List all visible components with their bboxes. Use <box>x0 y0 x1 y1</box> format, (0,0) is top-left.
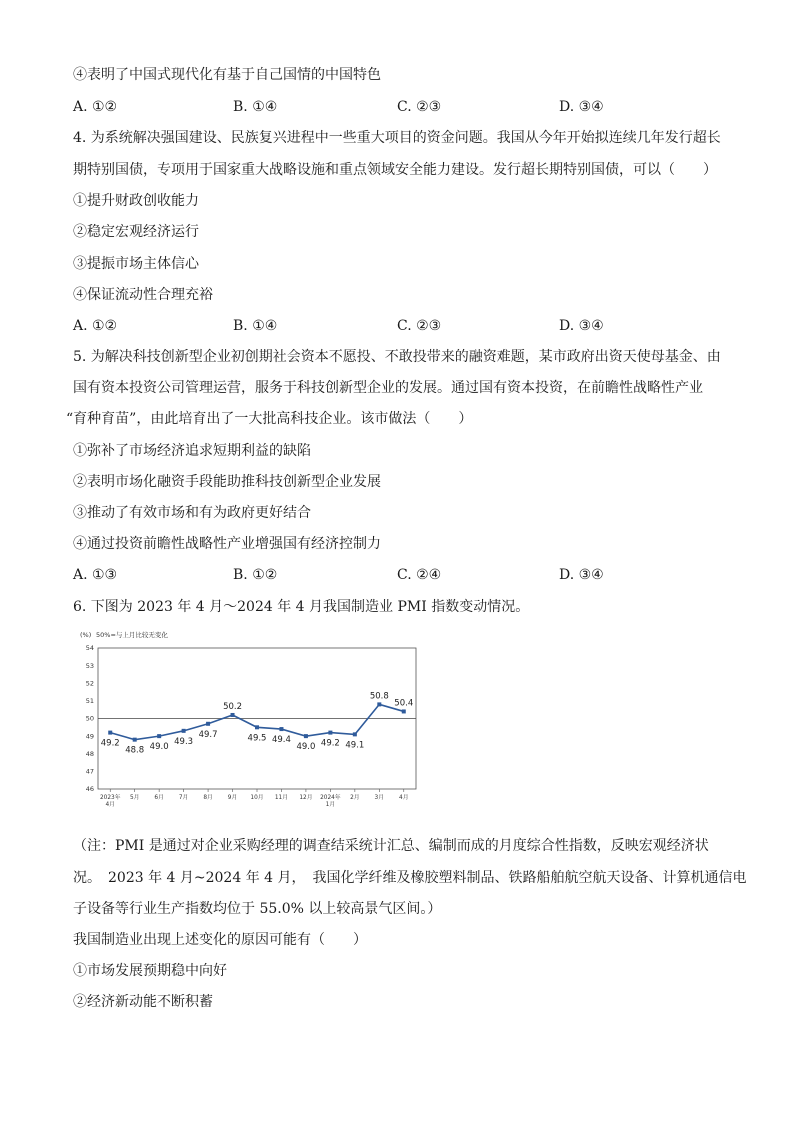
q3-option-d[interactable]: D. ③④ <box>559 99 604 115</box>
pmi-point <box>328 731 332 735</box>
q3-option-b[interactable]: B. ①④ <box>233 99 278 115</box>
pmi-point <box>255 725 259 729</box>
q5-item-2: ②表明市场化融资手段能助推科技创新型企业发展 <box>73 474 381 490</box>
x-tick-label: 12月 <box>299 795 313 801</box>
q5-item-1: ①弥补了市场经济追求短期利益的缺陷 <box>73 443 311 459</box>
q5-option-c[interactable]: C. ②④ <box>397 567 442 583</box>
y-tick-label: 51 <box>85 697 94 706</box>
pmi-point <box>402 709 406 713</box>
x-axis <box>100 789 409 808</box>
x-tick-label: 11月 <box>274 795 289 801</box>
x-tick-label: 1月 <box>325 802 336 808</box>
pmi-point <box>279 727 283 731</box>
q4-stem-line-1: 4. 为系统解决强国建设、民族复兴进程中一些重大项目的资金问题。我国从今年开始拟连续几年发行超长 <box>73 130 721 146</box>
q6-note-line-2: 况。 2023 年 4 月~2024 年 4 月， 我国化学纤维及橡胶塑料制品、铁路船舶航空航天设备、计算机通信电 <box>73 870 747 886</box>
x-tick-label: 7月 <box>178 795 189 801</box>
pmi-data-label: 50.4 <box>394 698 414 709</box>
q5-item-4: ④通过投资前瞻性战略性产业增强国有经济控制力 <box>73 536 381 552</box>
y-tick-label: 48 <box>85 749 94 758</box>
y-tick-label: 52 <box>85 679 94 688</box>
pmi-point <box>377 702 381 706</box>
q3-option-a[interactable]: A. ①② <box>73 99 118 115</box>
y-tick-label: 46 <box>85 785 94 794</box>
pmi-point <box>108 731 112 735</box>
y-tick-label: 49 <box>85 732 94 741</box>
pmi-point <box>133 738 137 742</box>
pmi-point <box>182 729 186 733</box>
q4-item-2: ②稳定宏观经济运行 <box>73 224 199 240</box>
x-tick-label: 10月 <box>250 795 264 801</box>
y-axis <box>86 644 94 793</box>
pmi-data-label: 49.0 <box>296 742 316 753</box>
q3-options <box>73 97 713 117</box>
pmi-data-label: 49.2 <box>320 738 340 749</box>
q6-stem: 6. 下图为 2023 年 4 月～2024 年 4 月我国制造业 PMI 指数变动情况。 <box>73 599 530 615</box>
pmi-data-label: 49.7 <box>198 729 218 740</box>
q5-stem-line-3: “育种育苗”，由此培育出了一大批高科技企业。该市做法（ ） <box>66 411 473 427</box>
x-tick-label: 9月 <box>227 795 238 801</box>
x-tick-label: 8月 <box>203 795 213 801</box>
q6-note-line-1: （注：PMI 是通过对企业采购经理的调查结采统计汇总、编制而成的月度综合性指数，反映宏观经济状 <box>73 838 709 854</box>
q4-item-3: ③提振市场主体信心 <box>73 256 199 272</box>
x-tick-label: 2024年 <box>320 795 341 801</box>
x-tick-label: 2月 <box>350 795 360 801</box>
q4-option-a[interactable]: A. ①② <box>73 318 118 334</box>
q5-option-b[interactable]: B. ①② <box>233 567 278 583</box>
q6-item-1: ①市场发展预期稳中向好 <box>73 963 227 979</box>
pmi-point <box>157 734 161 738</box>
pmi-data-label: 49.2 <box>100 738 120 749</box>
q6-note-line-3: 子设备等行业生产指数均位于 55.0% 以上较高景气区间。） <box>73 901 442 917</box>
y-tick-label: 50 <box>85 714 94 723</box>
chart-legend: 50%=与上月比较无变化 <box>96 631 168 639</box>
pmi-data-label: 49.1 <box>345 740 365 751</box>
x-tick-label: 2023年 <box>99 795 121 801</box>
q4-stem-line-2: 期特别国债，专项用于国家重大战略设施和重点领域安全能力建设。发行超长期特别国债，可以（ ） <box>73 162 717 178</box>
x-tick-label: 5月 <box>129 795 140 801</box>
q3-option-c[interactable]: C. ②③ <box>397 99 442 115</box>
q5-options <box>73 565 713 585</box>
q3-item-4: ④表明了中国式现代化有基于自己国情的中国特色 <box>73 67 381 83</box>
q4-item-1: ①提升财政创收能力 <box>73 193 199 209</box>
pmi-data-label: 49.5 <box>247 733 267 744</box>
q4-option-d[interactable]: D. ③④ <box>559 318 604 334</box>
pmi-data-label: 48.8 <box>125 745 145 756</box>
pmi-point <box>353 732 357 736</box>
q5-option-d[interactable]: D. ③④ <box>559 567 604 583</box>
pmi-point <box>206 722 210 726</box>
pmi-chart <box>78 626 423 818</box>
pmi-data-labels <box>101 691 413 755</box>
y-tick-label: 53 <box>85 661 94 670</box>
pmi-point <box>231 713 235 717</box>
q5-stem-line-2: 国有资本投资公司管理运营，服务于科技创新型企业的发展。通过国有资本投资，在前瞻性战略性产业 <box>73 380 703 396</box>
q6-item-2: ②经济新动能不断积蓄 <box>73 994 213 1010</box>
y-tick-label: 47 <box>85 767 94 776</box>
pmi-data-label: 50.8 <box>369 691 389 702</box>
q4-option-b[interactable]: B. ①④ <box>233 318 278 334</box>
q4-item-4: ④保证流动性合理充裕 <box>73 287 213 303</box>
x-tick-label: 6月 <box>154 795 164 801</box>
q5-option-a[interactable]: A. ①③ <box>73 567 118 583</box>
pmi-data-label: 49.4 <box>271 735 291 746</box>
q5-item-3: ③推动了有效市场和有为政府更好结合 <box>73 505 311 521</box>
pmi-data-label: 49.3 <box>174 736 194 747</box>
q4-options <box>73 316 713 336</box>
pmi-data-label: 50.2 <box>223 701 243 712</box>
x-tick-label: 4月 <box>399 795 409 801</box>
q6-question: 我国制造业出现上述变化的原因可能有（ ） <box>73 932 367 948</box>
q4-option-c[interactable]: C. ②③ <box>397 318 442 334</box>
chart-ylabel: (%) <box>80 631 92 639</box>
pmi-point <box>304 734 308 738</box>
x-tick-label: 3月 <box>374 795 385 801</box>
pmi-chart-svg <box>78 626 423 818</box>
x-tick-label: 4月 <box>105 802 115 808</box>
pmi-data-label: 49.0 <box>149 742 169 753</box>
q5-stem-line-1: 5. 为解决科技创新型企业初创期社会资本不愿投、不敢投带来的融资难题，某市政府出资天使母基金、由 <box>73 349 721 365</box>
y-tick-label: 54 <box>85 644 94 653</box>
